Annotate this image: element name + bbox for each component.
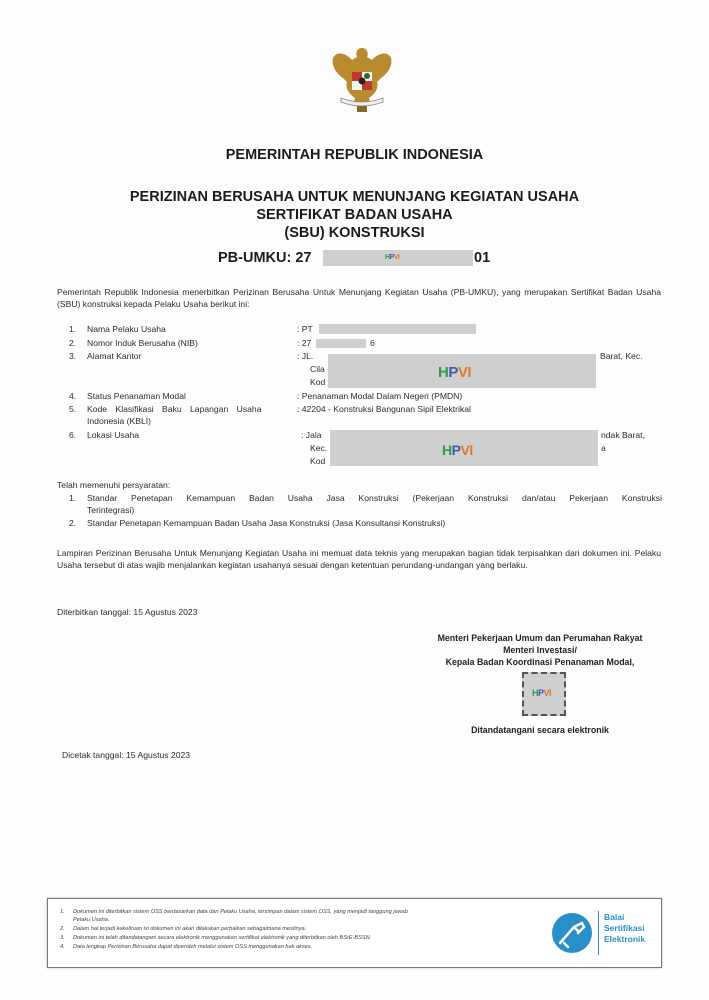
title-line-1: PERIZINAN BERUSAHA UNTUK MENUNJANG KEGIATAN USAHA: [129, 189, 580, 205]
field-number: 4.: [69, 391, 77, 401]
field-value-investment-status: : Penanaman Modal Dalam Negeri (PMDN): [297, 391, 463, 401]
redaction-office-address: [328, 354, 596, 388]
field-label-investment-status: Status Penanaman Modal: [87, 391, 186, 401]
field-number: 1.: [69, 324, 77, 334]
requirement-number: 2.: [69, 518, 77, 528]
bse-logo-divider: [598, 911, 599, 955]
redaction-business-location: [330, 430, 598, 466]
garuda-emblem-icon: [327, 44, 397, 116]
document-title: [0, 188, 709, 242]
signatory-line-3: Kepala Badan Koordinasi Penanaman Modal,: [445, 657, 635, 667]
footer-note-number: 2.: [60, 926, 65, 932]
requirement-1-line-2: Terintegrasi): [87, 505, 135, 515]
field-label-kbli-line-1: Kode Klasifikasi Baku Lapangan Usaha: [87, 404, 262, 414]
location-line-3: Kod: [310, 456, 326, 466]
title-line-2: SERTIFIKAT BADAN USAHA: [256, 207, 453, 223]
attachment-paragraph: Lampiran Perizinan Berusaha Untuk Menunjang Kegiatan Usaha ini memuat data teknis yang merupakan bagian tidak terpisahkan dari dokumen ini. Pelaku Usaha tersebut di atas wajib menjalankan kegiatan usahanya sesuai dengan ketentuan perundang-undangan yang berlaku.: [57, 548, 661, 570]
footer-note-4: Data lengkap Perizinan Berusaha dapat diperoleh melalui sistem OSS menggunakan hak akses.: [73, 944, 313, 950]
footer-notes-box: [47, 898, 662, 968]
location-line-1-end: ndak Barat,: [601, 430, 645, 440]
footer-note-2: Dalam hal terjadi kekeliruan isi dokumen ini akan dilakukan perbaikan sebagaimana mestinya.: [73, 926, 307, 932]
field-value-nib-end: 6: [370, 338, 375, 348]
field-number: 5.: [69, 404, 77, 414]
location-line-2-end: a: [601, 443, 606, 453]
hpvi-watermark: HPVI: [442, 442, 473, 458]
issued-date: Diterbitkan tanggal: 15 Agustus 2023: [57, 607, 198, 617]
requirement-1-line-1: Standar Penetapan Kemampuan Badan Usaha Jasa Konstruksi (Pekerjaan Konstruksi dan/atau Pekerjaan Konstruksi: [87, 493, 662, 503]
field-label-kbli-line-2: Indonesia (KBLI): [87, 416, 152, 426]
field-number: 6.: [69, 430, 77, 440]
bse-logo-line-1: Balai: [604, 912, 625, 922]
bse-logo-line-2: Sertifikasi: [604, 923, 645, 933]
field-number: 3.: [69, 351, 77, 361]
electronically-signed-label: Ditandatangani secara elektronik: [471, 725, 609, 735]
address-line-1-start: : JL.: [297, 351, 314, 361]
field-label-office-address: Alamat Kantor: [87, 351, 142, 361]
signature-block: [400, 632, 680, 668]
hpvi-watermark: HPVI: [438, 364, 472, 381]
address-line-2: Cila: [310, 364, 325, 374]
field-value-kbli: : 42204 - Konstruksi Bangunan Sipil Elektrikal: [297, 404, 471, 414]
bse-logo-icon: [552, 913, 592, 953]
footer-note-number: 3.: [60, 935, 65, 941]
printed-date: Dicetak tanggal: 15 Agustus 2023: [62, 750, 191, 760]
pb-umku-number: [218, 250, 311, 266]
pb-umku-prefix: PB-UMKU: 27: [218, 250, 312, 266]
redaction-business-name: [319, 324, 476, 334]
requirement-2-line-1: Standar Penetapan Kemampuan Badan Usaha Jasa Konstruksi (Jasa Konsultansi Konstruksi): [87, 518, 446, 528]
address-line-1-end: Barat, Kec.: [600, 351, 643, 361]
requirements-heading: Telah memenuhi persyaratan:: [57, 480, 171, 490]
location-line-1-start: : Jala: [301, 430, 322, 440]
title-line-3: (SBU) KONSTRUKSI: [284, 225, 425, 241]
address-line-3: Kod: [310, 377, 326, 387]
bse-logo-text: [604, 912, 645, 945]
government-heading: PEMERINTAH REPUBLIK INDONESIA: [225, 147, 484, 163]
location-line-2-start: Kec.: [310, 443, 328, 453]
signatory-line-2: Menteri Investasi/: [503, 645, 577, 655]
qr-code-icon: [522, 672, 566, 716]
field-value-business-name: : PT: [297, 324, 313, 334]
field-label-business-name: Nama Pelaku Usaha: [87, 324, 166, 334]
footer-note-1-line-2: Pelaku Usaha.: [73, 917, 110, 923]
footer-note-number: 1.: [60, 909, 65, 915]
footer-note-number: 4.: [60, 944, 65, 950]
field-label-nib: Nomor Induk Berusaha (NIB): [87, 338, 198, 348]
signatory-line-1: Menteri Pekerjaan Umum dan Perumahan Rakyat: [437, 633, 643, 643]
requirement-number: 1.: [69, 493, 77, 503]
field-number: 2.: [69, 338, 77, 348]
intro-paragraph: Pemerintah Republik Indonesia menerbitkan Perizinan Berusaha Untuk Menunjang Kegiatan Usaha (PB-UMKU), yang merupakan Sertifikat Badan Usaha (SBU) konstruksi kepada Pelaku Usaha berikut ini:: [57, 287, 661, 309]
field-value-nib-start: : 27: [297, 338, 312, 348]
footer-note-3: Dokumen ini telah ditandatangani secara elektronik menggunakan sertifikat elektronik yang diterbitkan oleh BSrE-BSSN.: [73, 935, 372, 941]
hpvi-watermark: HPVI: [385, 254, 400, 261]
redaction-pb-number: [323, 250, 473, 266]
field-label-business-location: Lokasi Usaha: [87, 430, 140, 440]
bse-logo-line-3: Elektronik: [604, 934, 646, 944]
hpvi-watermark: HPVI: [532, 688, 552, 698]
redaction-nib: [316, 339, 366, 348]
footer-note-1-line-1: Dokumen ini diterbitkan sistem OSS berdasarkan data dari Pelaku Usaha, tersimpan dalam sistem OSS, yang menjadi tanggung jawab: [73, 909, 408, 915]
pb-umku-suffix: 01: [474, 250, 491, 266]
